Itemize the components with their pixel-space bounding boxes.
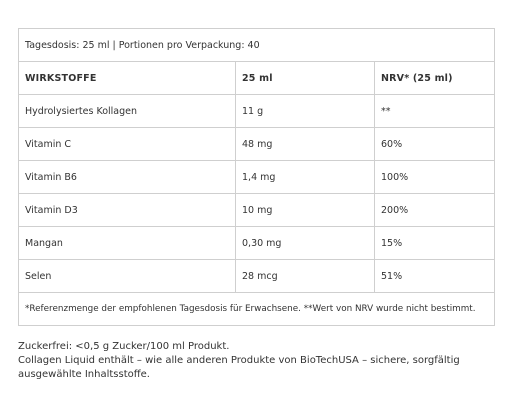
ingredient-amount: 48 mg (236, 128, 375, 161)
table-row (19, 227, 495, 260)
ingredient-name: Hydrolysiertes Kollagen (19, 95, 236, 128)
ingredient-name: Vitamin C (19, 128, 236, 161)
table-row (19, 161, 495, 194)
ingredient-amount: 10 mg (236, 194, 375, 227)
header-nrv: NRV* (25 ml) (375, 62, 495, 95)
table-row (19, 194, 495, 227)
header-ingredient: WIRKSTOFFE (19, 62, 236, 95)
ingredient-nrv: 60% (375, 128, 495, 161)
ingredient-name: Selen (19, 260, 236, 293)
sugar-free-note: Zuckerfrei: <0,5 g Zucker/100 ml Produkt. (18, 341, 230, 352)
footnote: *Referenzmenge der empfohlenen Tagesdosis für Erwachsene. **Wert von NRV wurde nicht bestimmt. (19, 293, 495, 326)
header-row (19, 62, 495, 95)
ingredient-nrv: ** (375, 95, 495, 128)
ingredient-nrv: 100% (375, 161, 495, 194)
nutrition-table (18, 28, 495, 326)
header-amount: 25 ml (236, 62, 375, 95)
ingredient-nrv: 15% (375, 227, 495, 260)
dose-row (19, 29, 495, 62)
ingredient-name: Vitamin D3 (19, 194, 236, 227)
dose-line: Tagesdosis: 25 ml | Portionen pro Verpackung: 40 (19, 29, 495, 62)
table-row (19, 260, 495, 293)
ingredient-amount: 0,30 mg (236, 227, 375, 260)
ingredient-amount: 11 g (236, 95, 375, 128)
ingredient-nrv: 51% (375, 260, 495, 293)
table-row (19, 95, 495, 128)
footnote-row (19, 293, 495, 326)
table-row (19, 128, 495, 161)
ingredient-name: Vitamin B6 (19, 161, 236, 194)
ingredient-amount: 28 mcg (236, 260, 375, 293)
ingredient-nrv: 200% (375, 194, 495, 227)
product-description: Collagen Liquid enthält – wie alle anderen Produkte von BioTechUSA – sichere, sorgfältig ausgewählte Inhaltsstoffe. (18, 355, 460, 380)
ingredient-name: Mangan (19, 227, 236, 260)
ingredient-amount: 1,4 mg (236, 161, 375, 194)
product-notes (18, 340, 498, 382)
